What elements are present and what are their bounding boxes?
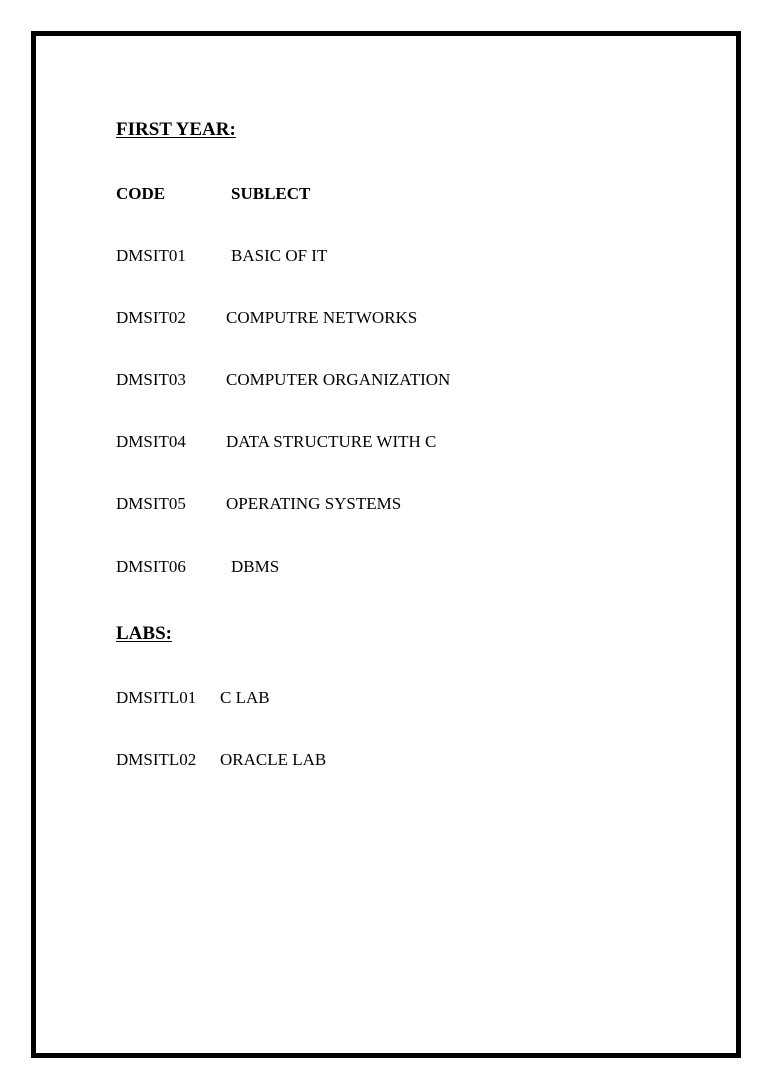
subject-code: DMSIT05 <box>116 494 186 513</box>
subject-row <box>116 557 280 576</box>
labs-heading: LABS: <box>116 623 172 644</box>
code-column-header: CODE <box>116 184 166 203</box>
lab-name: C LAB <box>220 688 270 707</box>
lab-code: DMSITL01 <box>116 688 197 707</box>
subject-row <box>116 370 451 389</box>
first-year-heading: FIRST YEAR: <box>116 119 236 140</box>
lab-row <box>116 750 327 769</box>
subject-name: BASIC OF IT <box>231 246 328 265</box>
subject-name: COMPUTRE NETWORKS <box>226 308 418 327</box>
subject-row <box>116 308 418 327</box>
subject-code: DMSIT06 <box>116 557 186 576</box>
subject-row <box>116 246 328 265</box>
subject-column-header: SUBLECT <box>231 184 311 203</box>
lab-name: ORACLE LAB <box>220 750 327 769</box>
subject-code: DMSIT03 <box>116 370 186 389</box>
subject-code: DMSIT02 <box>116 308 186 327</box>
subject-code: DMSIT04 <box>116 432 186 451</box>
subject-name: OPERATING SYSTEMS <box>226 494 402 513</box>
subject-row <box>116 432 437 451</box>
subject-name: COMPUTER ORGANIZATION <box>226 370 451 389</box>
subject-row <box>116 494 402 513</box>
subject-name: DBMS <box>231 557 280 576</box>
subject-code: DMSIT01 <box>116 246 186 265</box>
subject-name: DATA STRUCTURE WITH C <box>226 432 437 451</box>
subject-table-header <box>116 184 311 203</box>
lab-row <box>116 688 270 707</box>
lab-code: DMSITL02 <box>116 750 197 769</box>
